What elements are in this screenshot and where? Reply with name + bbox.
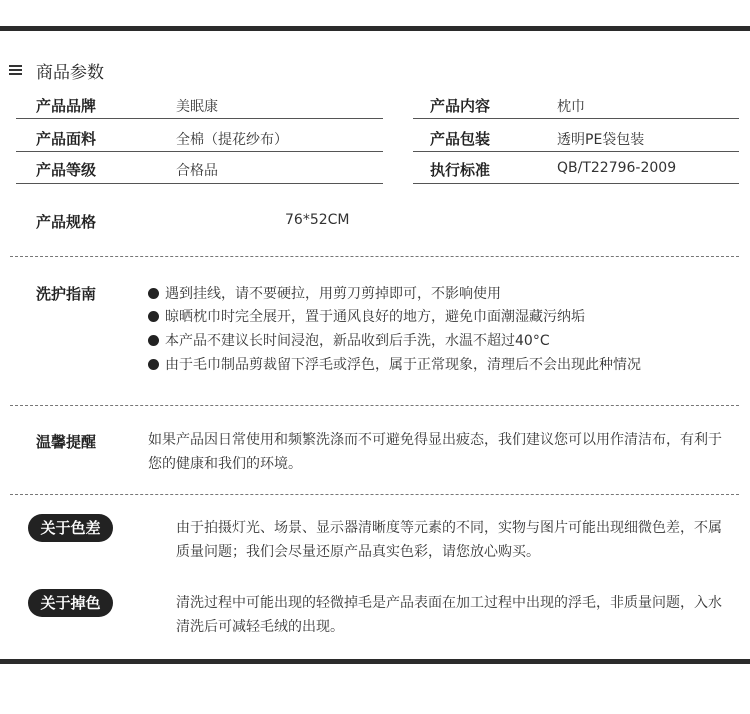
dashed-divider: [10, 256, 739, 257]
section-title: 商品参数: [36, 63, 104, 83]
color-diff-text: 由于拍摄灯光、场景、显示器清晰度等元素的不同，实物与图片可能出现细微色差，不属质量问题；我们会尽量还原产品真实色彩，请您放心购买。: [176, 520, 722, 560]
list-icon: [9, 65, 22, 75]
param-value-grade: 合格品: [176, 163, 218, 179]
param-label-fabric: 产品面料: [36, 130, 97, 148]
row-divider: [16, 151, 383, 152]
param-label-packaging: 产品包装: [430, 130, 491, 148]
param-label-grade: 产品等级: [36, 161, 97, 179]
spec-label: 产品规格: [36, 213, 97, 231]
param-value-fabric: 全棉（提花纱布）: [176, 132, 288, 148]
dashed-divider: [10, 405, 739, 406]
care-item: 本产品不建议长时间浸泡，新品收到后手洗，水温不超过40°C: [148, 330, 550, 350]
dashed-divider: [10, 494, 739, 495]
param-label-content: 产品内容: [430, 97, 491, 115]
row-divider: [16, 118, 383, 119]
spec-value: 76*52CM: [285, 212, 350, 228]
bullet-icon: [148, 288, 159, 299]
bullet-icon: [148, 359, 159, 370]
param-value-packaging: 透明PE袋包装: [557, 132, 645, 148]
row-divider: [16, 183, 383, 184]
reminder-label: 温馨提醒: [36, 433, 97, 451]
care-item: 由于毛巾制品剪裁留下浮毛或浮色，属于正常现象，清理后不会出现此种情况: [148, 354, 641, 374]
care-item: 遇到挂线，请不要硬拉，用剪刀剪掉即可，不影响使用: [148, 283, 501, 303]
param-value-content: 枕巾: [557, 99, 585, 115]
care-item: 晾晒枕巾时完全展开，置于通风良好的地方，避免巾面潮湿藏污纳垢: [148, 306, 585, 326]
bullet-icon: [148, 335, 159, 346]
param-label-brand: 产品品牌: [36, 97, 97, 115]
param-value-standard: QB/T22796-2009: [557, 160, 677, 176]
row-divider: [413, 183, 739, 184]
reminder-text: 如果产品因日常使用和频繁洗涤而不可避免得显出疲态，我们建议您可以用作清洁布，有利于您的健康和我们的环境。: [148, 432, 722, 472]
bullet-icon: [148, 311, 159, 322]
fading-badge: 关于掉色: [28, 589, 113, 617]
top-divider-bar: [0, 26, 750, 31]
param-value-brand: 美眠康: [176, 99, 218, 115]
bottom-divider-bar: [0, 659, 750, 664]
color-diff-badge: 关于色差: [28, 514, 113, 542]
care-label: 洗护指南: [36, 285, 97, 303]
row-divider: [413, 118, 739, 119]
param-label-standard: 执行标准: [430, 161, 491, 179]
row-divider: [413, 151, 739, 152]
fading-text: 清洗过程中可能出现的轻微掉毛是产品表面在加工过程中出现的浮毛，非质量问题，入水清洗后可减轻毛绒的出现。: [176, 595, 722, 635]
